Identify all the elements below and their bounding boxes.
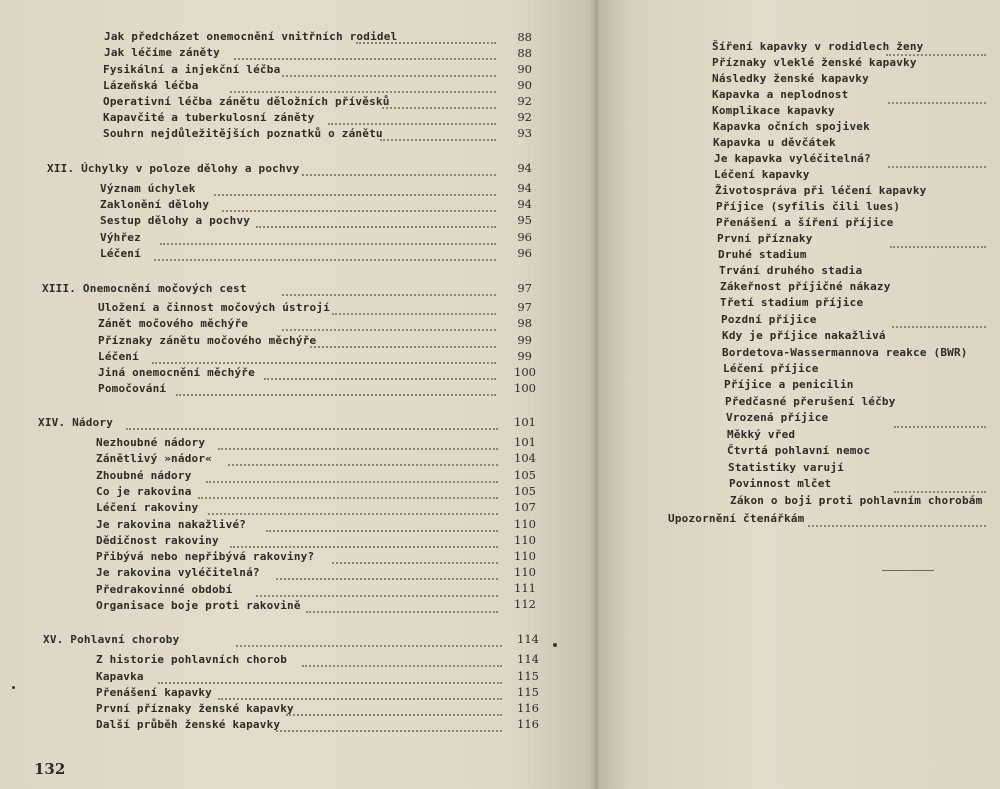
page-number: 116 [517,717,539,731]
leader-dots [382,106,496,109]
ink-speck [553,643,557,647]
leader-dots [160,242,496,245]
toc-entry: Měkký vřed [727,428,796,441]
toc-entry: Co je rakovina [96,485,192,498]
page-number: 105 [514,468,536,482]
end-rule [882,570,934,571]
toc-entry: Povinnost mlčet [729,477,832,490]
toc-entry: Sestup dělohy a pochvy [100,214,251,227]
page-number: 104 [514,451,536,465]
page-number: 101 [514,435,536,449]
page-number: 115 [517,685,539,699]
toc-entry: Čtvrtá pohlavní nemoc [727,444,871,457]
leader-dots [154,258,496,261]
leader-dots [894,490,986,493]
leader-dots [888,101,986,104]
page-number: 110 [514,565,536,579]
leader-dots [306,610,498,613]
toc-entry: Trvání druhého stadia [719,264,863,277]
toc-entry: Jak léčíme záněty [104,46,220,59]
toc-entry: Je kapavka vyléčitelná? [714,152,871,165]
page-number: 112 [514,597,536,611]
page-number: 100 [514,381,536,395]
toc-entry: Příjice (syfilis čili lues) [716,200,901,213]
page-number: 96 [517,246,532,260]
toc-entry: První příznaky ženské kapavky [96,702,294,715]
toc-entry: Dědičnost rakoviny [96,534,219,547]
leader-dots [894,425,986,428]
toc-entry: Souhrn nejdůležitějších poznatků o zánětu [103,127,383,140]
leader-dots [302,173,496,176]
chapter-heading: XIV. Nádory [38,416,114,429]
toc-entry: Nezhoubné nádory [96,436,206,449]
leader-dots [158,681,502,684]
toc-entry: Je rakovina vyléčitelná? [96,566,260,579]
toc-entry: Příznaky zánětu močového měchýře [98,334,317,347]
page-number: 110 [514,533,536,547]
toc-entry: Pomočování [98,382,167,395]
toc-entry: Operativní léčba zánětu děložních přívěsků [103,95,390,108]
page-number: 92 [517,110,532,124]
toc-entry: Jak předcházet onemocnění vnitřních rodidel [104,30,398,43]
page-number: 110 [514,549,536,563]
leader-dots [282,293,496,296]
page-number: 94 [517,181,532,195]
page-number: 101 [514,415,536,429]
leader-dots [228,463,498,466]
toc-entry: Zánět močového měchýře [98,317,249,330]
leader-dots [206,480,498,483]
page-number: 114 [517,652,539,666]
toc-entry: Pozdní příjice [721,313,817,326]
leader-dots [886,53,986,56]
toc-entry: Léčení příjice [723,362,819,375]
leader-dots [222,209,496,212]
toc-entry: Statistiky varují [728,461,844,474]
leader-dots [236,644,502,647]
page-number: 114 [517,632,539,646]
toc-entry: Zákeřnost příjičné nákazy [720,280,891,293]
toc-entry: Zaklonění dělohy [100,198,210,211]
leader-dots [176,393,496,396]
toc-entry: Následky ženské kapavky [712,72,869,85]
leader-dots [218,447,498,450]
toc-entry: Uložení a činnost močových ústrojí [98,301,330,314]
toc-entry: Je rakovina nakažlivé? [96,518,247,531]
leader-dots [234,57,496,60]
page-number: 99 [517,333,532,347]
ink-speck [12,686,15,689]
toc-entry: Přenášení a šíření příjice [716,216,894,229]
toc-entry: Zánětlivý »nádor« [96,452,212,465]
leader-dots [198,496,498,499]
page-number: 99 [517,349,532,363]
toc-entry: Kapavka očních spojivek [713,120,870,133]
toc-entry: Třetí stadium příjice [720,296,864,309]
chapter-heading: XIII. Onemocnění močových cest [42,282,247,295]
toc-entry: Šíření kapavky v rodidlech ženy [712,40,924,53]
page-number: 97 [517,281,532,295]
leader-dots [286,713,502,716]
leader-dots [214,193,496,196]
toc-entry: Kapavčité a tuberkulosní záněty [103,111,315,124]
page-number: 100 [514,365,536,379]
chapter-heading: XV. Pohlavní choroby [43,633,180,646]
page-number: 88 [517,30,532,44]
leader-dots [230,90,496,93]
page-number: 90 [517,78,532,92]
toc-entry: Komplikace kapavky [712,104,835,117]
toc-entry: Bordetova-Wassermannova reakce (BWR) [722,346,968,359]
toc-entry: Kapavka a neplodnost [712,88,849,101]
page-number: 92 [517,94,532,108]
toc-entry: Předrakovinné období [96,583,233,596]
leader-dots [152,361,496,364]
leader-dots [276,729,502,732]
page-number: 94 [517,161,532,175]
page-number: 96 [517,230,532,244]
leader-dots [256,594,498,597]
leader-dots [332,561,498,564]
leader-dots [218,697,502,700]
toc-entry: Zhoubné nádory [96,469,192,482]
toc-entry: Další průběh ženské kapavky [96,718,281,731]
page-folio: 132 [34,760,66,778]
leader-dots [282,328,496,331]
toc-entry: Příznaky vleklé ženské kapavky [712,56,917,69]
leader-dots [208,512,498,515]
toc-entry: Organisace boje proti rakovině [96,599,301,612]
toc-entry: Životospráva při léčení kapavky [715,184,927,197]
leader-dots [302,664,502,667]
toc-entry: Zákon o boji proti pohlavním chorobám [730,494,983,507]
toc-entry: Léčení kapavky [714,168,810,181]
toc-entry: Lázeňská léčba [103,79,199,92]
leader-dots [310,345,496,348]
page-number: 93 [517,126,532,140]
toc-entry: Fysikální a injekční léčba [103,63,281,76]
toc-entry: Přibývá nebo nepřibývá rakoviny? [96,550,315,563]
page-number: 115 [517,669,539,683]
toc-entry: Léčení [100,247,141,260]
leader-dots [888,165,986,168]
right-page [598,0,1000,789]
toc-entry: Kapavka u děvčátek [713,136,836,149]
page-number: 116 [517,701,539,715]
toc-entry: Léčení [98,350,139,363]
toc-entry: Přenášení kapavky [96,686,212,699]
closing-entry: Upozornění čtenářkám [668,512,805,525]
leader-dots [256,225,496,228]
leader-dots [328,122,496,125]
page-number: 98 [517,316,532,330]
page-number: 90 [517,62,532,76]
toc-entry: Z historie pohlavních chorob [96,653,288,666]
page-number: 107 [514,500,536,514]
page-number: 95 [517,213,532,227]
leader-dots [890,245,986,248]
page-number: 88 [517,46,532,60]
leader-dots [380,138,496,141]
toc-entry: Předčasné přerušení léčby [725,395,896,408]
chapter-heading: XII. Úchylky v poloze dělohy a pochvy [47,162,300,175]
leader-dots [808,524,986,527]
toc-entry: Kdy je příjice nakažlivá [722,329,886,342]
toc-entry: Význam úchylek [100,182,196,195]
leader-dots [264,377,496,380]
leader-dots [356,41,496,44]
toc-entry: Vrozená příjice [726,411,829,424]
page-number: 97 [517,300,532,314]
leader-dots [282,74,496,77]
leader-dots [332,312,496,315]
toc-entry: První příznaky [717,232,813,245]
page-number: 105 [514,484,536,498]
toc-entry: Léčení rakoviny [96,501,199,514]
leader-dots [126,427,498,430]
toc-entry: Příjice a penicilin [724,378,854,391]
toc-entry: Kapavka [96,670,144,683]
page-number: 110 [514,517,536,531]
leader-dots [276,577,498,580]
leader-dots [230,545,498,548]
toc-entry: Jiná onemocnění měchýře [98,366,255,379]
page-number: 111 [514,581,536,595]
leader-dots [892,325,986,328]
toc-entry: Druhé stadium [718,248,807,261]
page-number: 94 [517,197,532,211]
toc-entry: Výhřez [100,231,141,244]
leader-dots [266,529,498,532]
